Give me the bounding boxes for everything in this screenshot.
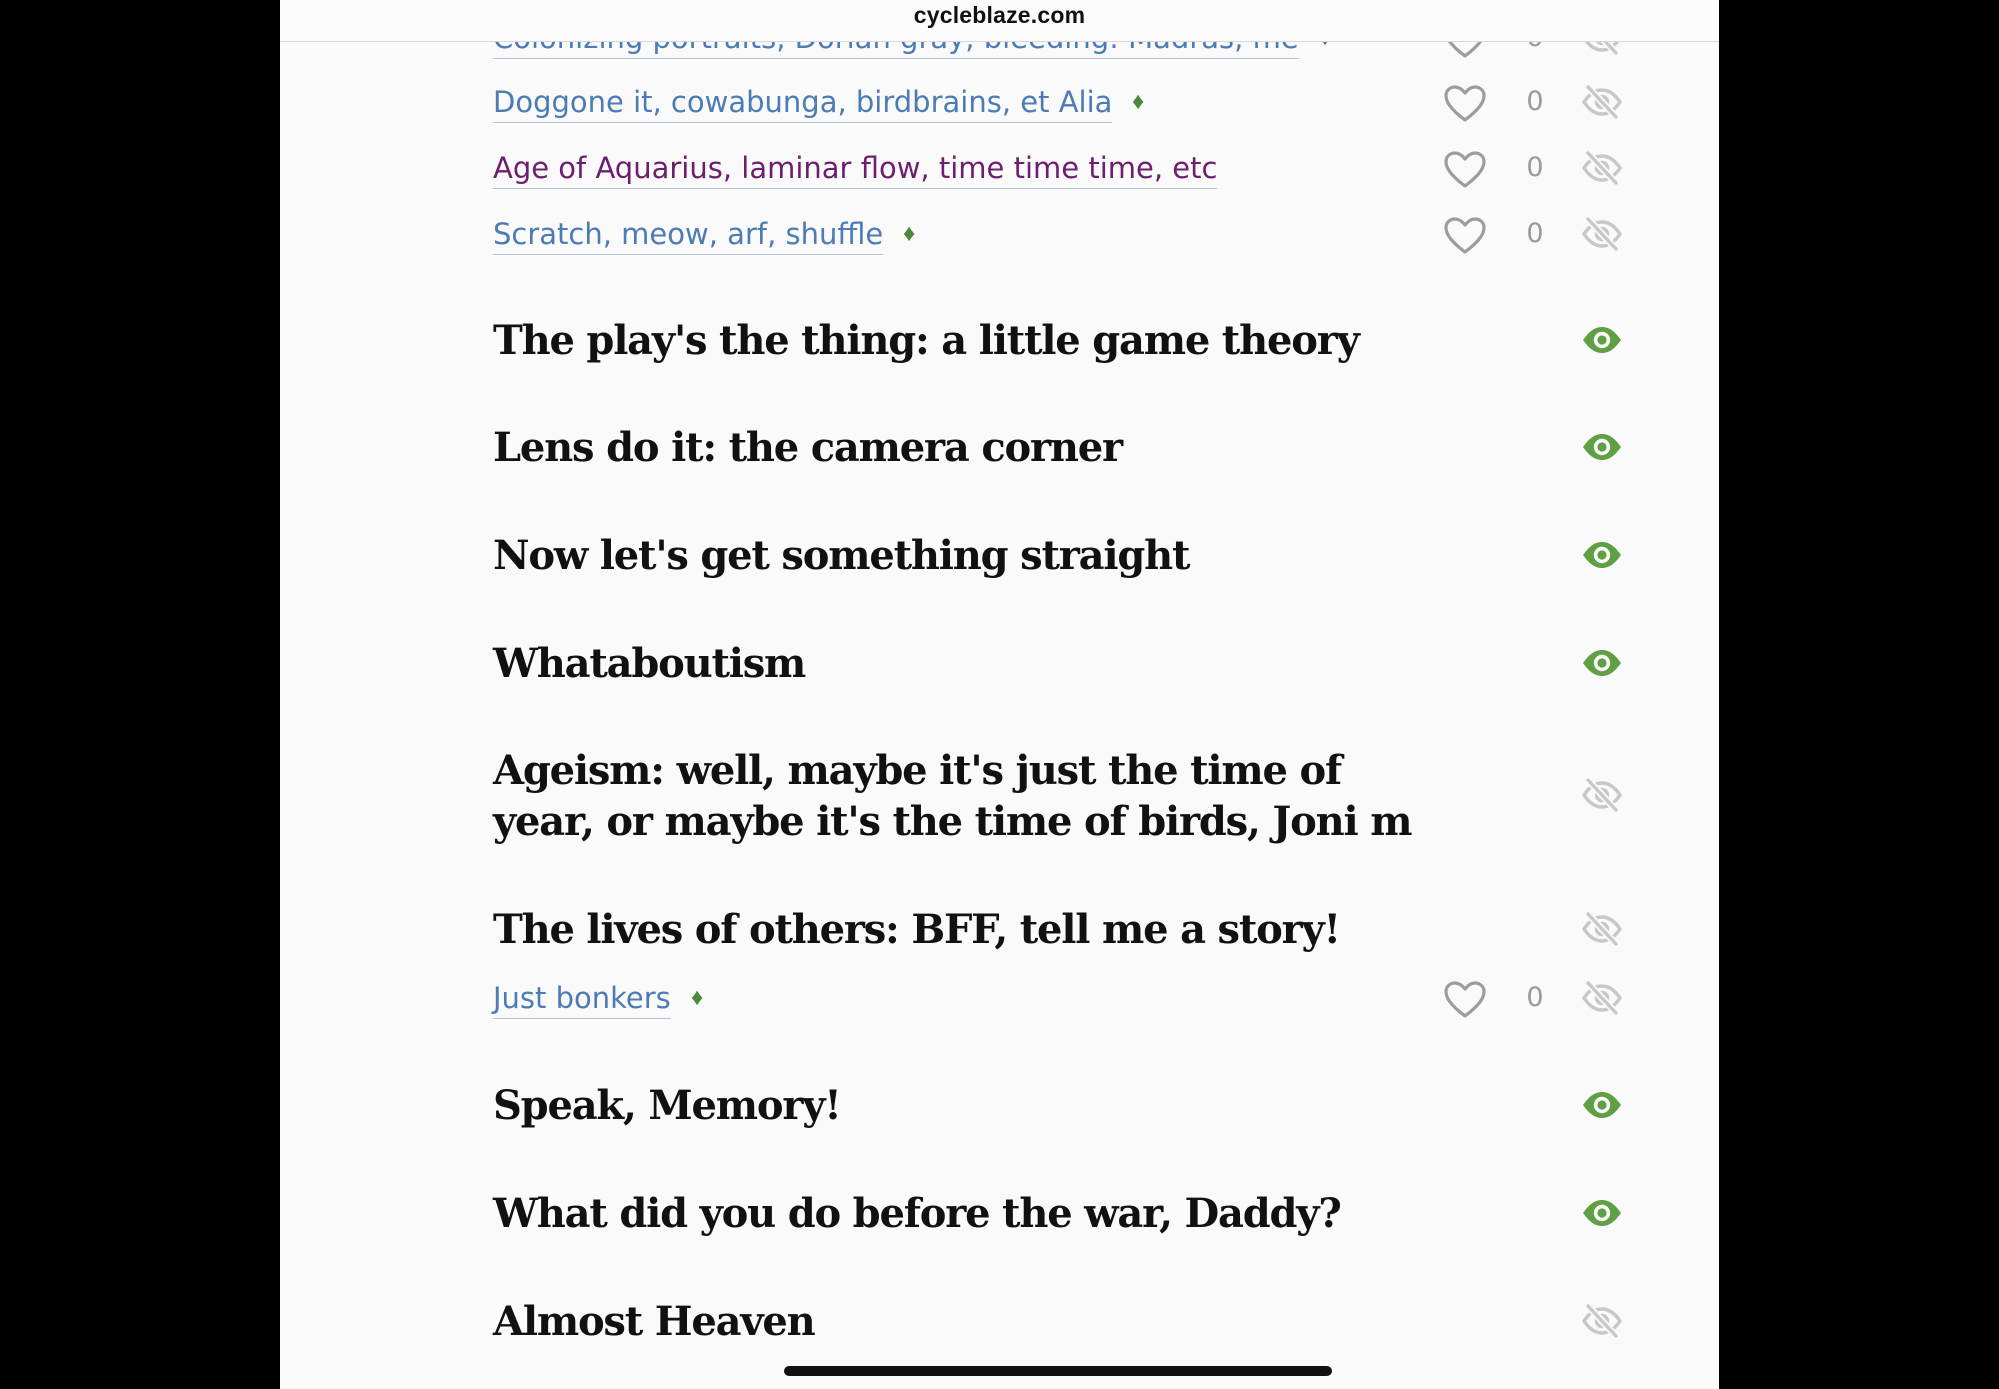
- entry-row: [280, 978, 1719, 1022]
- entry-row: [280, 82, 1719, 126]
- eye-off-icon[interactable]: [1580, 148, 1624, 188]
- chapter-title[interactable]: Almost Heaven: [493, 1298, 815, 1345]
- eye-icon[interactable]: [1580, 1193, 1624, 1233]
- entry-row: [280, 148, 1719, 192]
- entry-title-link[interactable]: Scratch, meow, arf, shuffle: [493, 214, 883, 255]
- chapter-title[interactable]: The play's the thing: a little game theory: [493, 317, 1359, 364]
- heart-icon[interactable]: [1443, 980, 1487, 1020]
- like-count: 0: [1526, 86, 1544, 117]
- entry-title-link[interactable]: Age of Aquarius, laminar flow, time time time, etc: [493, 148, 1217, 189]
- browser-page: [280, 0, 1719, 1389]
- chapter-title[interactable]: Lens do it: the camera corner: [493, 424, 1122, 471]
- like-count: 0: [1526, 152, 1544, 183]
- eye-off-icon[interactable]: [1580, 82, 1624, 122]
- eye-icon[interactable]: [1580, 643, 1624, 683]
- heart-icon[interactable]: [1443, 216, 1487, 256]
- chapter-title[interactable]: Ageism: well, maybe it's just the time of year, or maybe it's the time of birds, Joni m: [493, 747, 1412, 845]
- diamond-icon: ♦: [903, 220, 916, 247]
- eye-icon[interactable]: [1580, 535, 1624, 575]
- diamond-icon: ♦: [1132, 88, 1145, 115]
- domain-label: cycleblaze.com: [913, 2, 1086, 28]
- entry-title-link[interactable]: Just bonkers: [493, 978, 671, 1019]
- home-indicator[interactable]: [784, 1366, 1332, 1376]
- eye-off-icon[interactable]: [1580, 978, 1624, 1018]
- like-count: 0: [1526, 982, 1544, 1013]
- chapter-title[interactable]: Now let's get something straight: [493, 532, 1190, 579]
- eye-icon[interactable]: [1580, 320, 1624, 360]
- eye-off-icon[interactable]: [1580, 1301, 1624, 1341]
- eye-off-icon[interactable]: [1580, 775, 1624, 815]
- heart-icon[interactable]: [1443, 150, 1487, 190]
- like-count: 0: [1526, 218, 1544, 249]
- heart-icon[interactable]: [1443, 84, 1487, 124]
- chapter-title[interactable]: Whataboutism: [493, 640, 806, 687]
- eye-off-icon[interactable]: [1580, 909, 1624, 949]
- address-bar[interactable]: [280, 0, 1719, 42]
- diamond-icon: ♦: [691, 984, 704, 1011]
- entry-row: [280, 214, 1719, 258]
- chapter-title[interactable]: Speak, Memory!: [493, 1082, 841, 1129]
- eye-icon[interactable]: [1580, 427, 1624, 467]
- eye-off-icon[interactable]: [1580, 214, 1624, 254]
- entry-title-link[interactable]: Doggone it, cowabunga, birdbrains, et Alia: [493, 82, 1112, 123]
- chapter-title[interactable]: The lives of others: BFF, tell me a story!: [493, 906, 1340, 953]
- eye-icon[interactable]: [1580, 1085, 1624, 1125]
- chapter-title[interactable]: What did you do before the war, Daddy?: [493, 1190, 1341, 1237]
